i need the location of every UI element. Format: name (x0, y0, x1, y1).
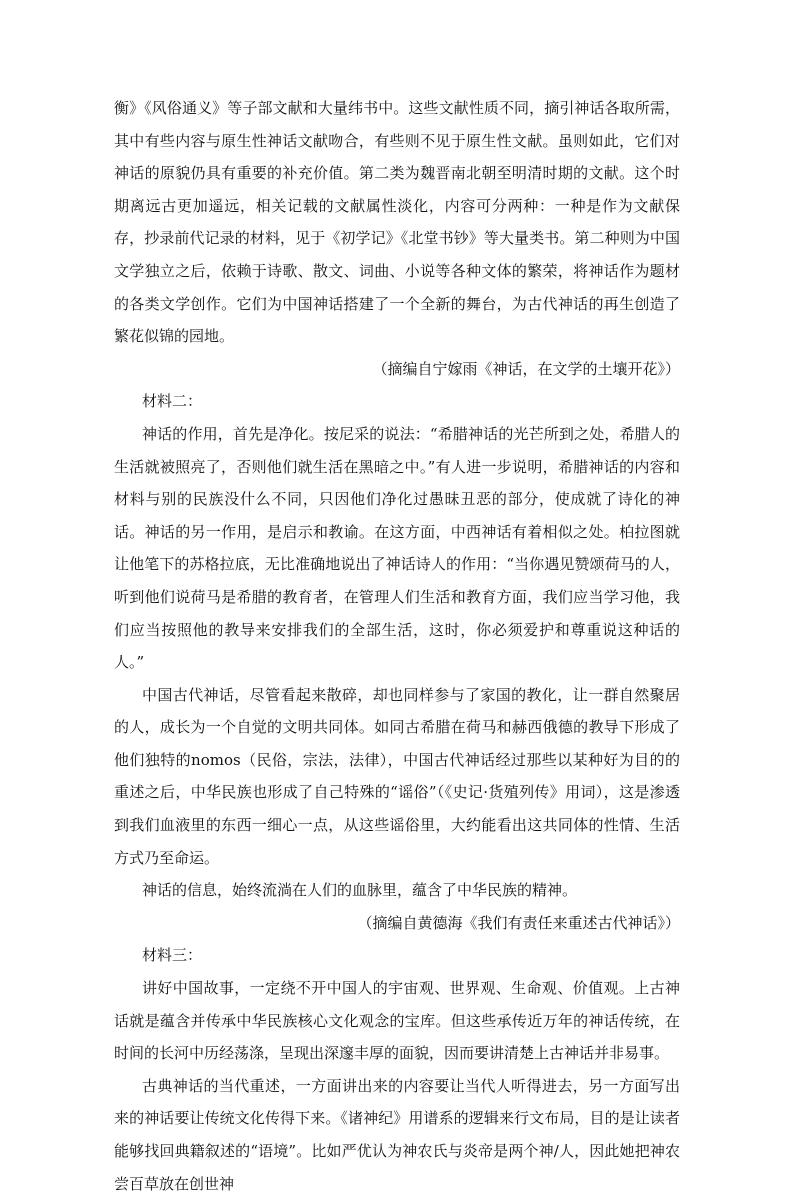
document-page (114, 92, 680, 1200)
material-three-heading: 材料三： (142, 946, 203, 965)
material-two-heading: 材料二： (142, 392, 203, 411)
material-three-paragraph-1: 讲好中国故事，一定绕不开中国人的宇宙观、世界观、生命观、价值观。上古神话就是蕴含并传承中华民族核心文化观念的宝库。但这些承传近万年的神话传统，在时间的长河中历经荡涤，呈现出深邃丰厚的面貌，因而要讲清楚上古神话并非易事。 (114, 979, 680, 1063)
material-one-source: （摘编自宁嫁雨《神话，在文学的土壤开花》） (372, 359, 680, 378)
material-two-paragraph-2: 中国古代神话，尽管看起来散碎，却也同样参与了家国的教化，让一群自然聚居的人，成长为一个自觉的文明共同体。如同古希腊在荷马和赫西俄德的教导下形成了他们独特的nomos（民俗，宗法，法律），中国古代神话经过那些以某种好为目的的重述之后，中华民族也形成了自己特殊的“谣俗”（《史记·货殖列传》用词），这是渗透到我们血液里的东西一细心一点，从这些谣俗里，大约能看出这共同体的性情、生活方式乃至命运。 (114, 685, 680, 867)
material-one-paragraph: 衡》《风俗通义》等子部文献和大量纬书中。这些文献性质不同，摘引神话各取所需，其中有些内容与原生性神话文献吻合，有些则不见于原生性文献。虽则如此，它们对神话的原貌仍具有重要的补充价值。第二类为魏晋南北朝至明清时期的文献。这个时期离远古更加遥远，相关记载的文献属性淡化，内容可分两种：一种是作为文献保存，抄录前代记录的材料，见于《初学记》《北堂书钞》等大量类书。第二种则为中国文学独立之后，依赖于诗歌、散文、词曲、小说等各种文体的繁荣，将神话作为题材的各类文学创作。它们为中国神话搭建了一个全新的舞台，为古代神话的再生创造了繁花似锦的园地。 (114, 99, 680, 346)
material-two-paragraph-1: 神话的作用，首先是净化。按尼采的说法：“希腊神话的光芒所到之处，希腊人的生活就被照亮了，否则他们就生活在黑暗之中。”有人进一步说明，希腊神话的内容和材料与别的民族没什么不同，只因他们净化过愚昧丑恶的部分，使成就了诗化的神话。神话的另一作用，是启示和教谕。在这方面，中西神话有着相似之处。柏拉图就让他笔下的苏格拉底，无比准确地说出了神话诗人的作用：“当你遇见赞颂荷马的人，听到他们说荷马是希腊的教育者，在管理人们生活和教育方面，我们应当学习他，我们应当按照他的教导来安排我们的全部生活，这时，你必须爱护和尊重说这种话的人。” (114, 424, 680, 672)
material-two-paragraph-3: 神话的信息，始终流淌在人们的血脉里，蕴含了中华民族的精神。 (142, 881, 578, 900)
material-two-source: （摘编自黄德海《我们有责任来重述古代神话》） (357, 913, 680, 932)
material-three-paragraph-2: 古典神话的当代重述，一方面讲出来的内容要让当代人听得进去，另一方面写出来的神话要让传统文化传得下来。《诸神纪》用谱系的逻辑来行文布局，目的是让读者能够找回典籍叙述的“语境”。比如严优认为神农氏与炎帝是两个神/人，因此她把神农尝百草放在创世神 (114, 1076, 680, 1193)
